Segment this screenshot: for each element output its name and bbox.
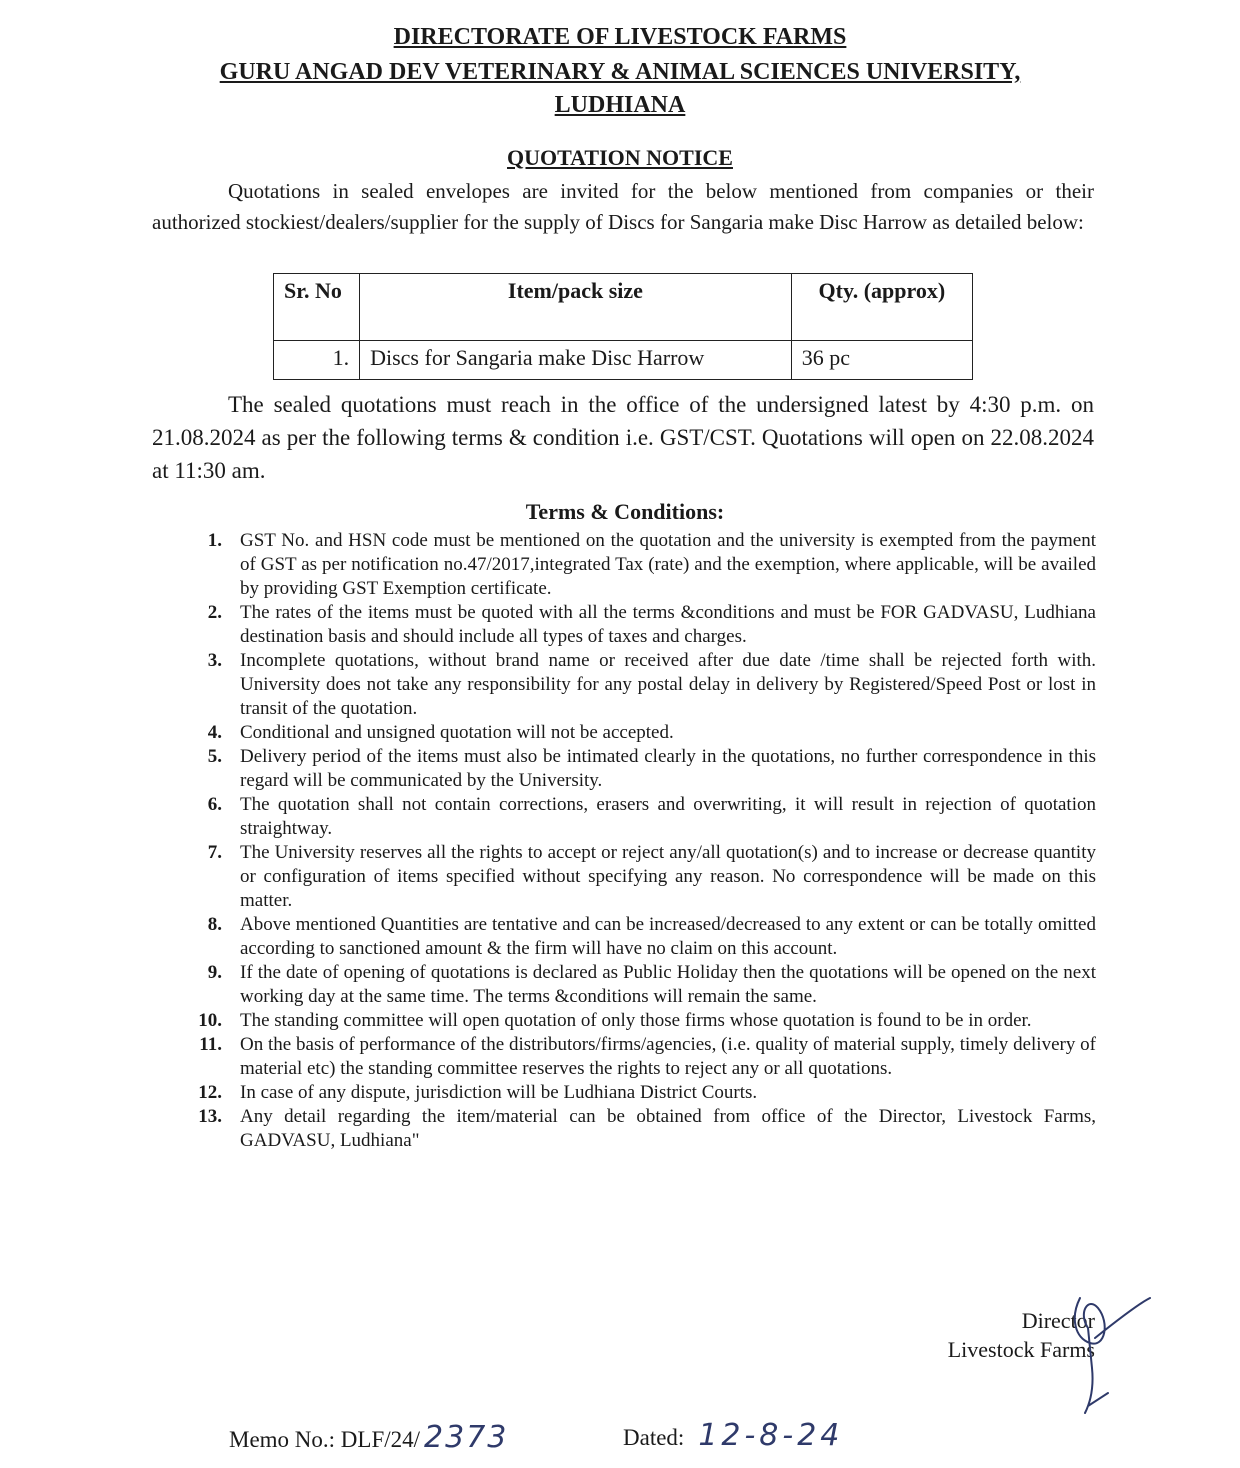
term-text: Conditional and unsigned quotation will not be accepted.	[240, 722, 674, 743]
header-item: Item/pack size	[360, 274, 792, 341]
term-text: The University reserves all the rights to accept or reject any/all quotation(s) and to increase or decrease quantity or configuration of items specified without specifying any reason. No correspondence will be made on this matter.	[240, 842, 1096, 911]
memo-number	[229, 1420, 508, 1455]
term-text: The rates of the items must be quoted with all the terms &conditions and must be FOR GADVASU, Ludhiana destination basis and should include all types of taxes and charges.	[240, 602, 1096, 647]
list-item	[190, 961, 1096, 1009]
term-number: 7.	[207, 842, 222, 863]
term-number: 5.	[207, 746, 222, 767]
term-number: 12.	[198, 1082, 222, 1103]
term-text: Delivery period of the items must also be intimated clearly in the quotations, no further correspondence in this regard will be communicated by the University.	[240, 746, 1096, 791]
term-text: GST No. and HSN code must be mentioned on the quotation and the university is exempted from the payment of GST as per notification no.47/2017,integrated Tax (rate) and the exemption, where applicable, will be availed by providing GST Exemption certificate.	[240, 530, 1096, 599]
term-number: 3.	[207, 650, 222, 671]
list-item	[190, 841, 1096, 913]
term-text: The quotation shall not contain corrections, erasers and overwriting, it will result in rejection of quotation straightway.	[240, 794, 1096, 839]
list-item	[190, 793, 1096, 841]
term-text: Above mentioned Quantities are tentative and can be increased/decreased to any extent or can be totally omitted according to sanctioned amount & the firm will have no claim on this account.	[240, 914, 1096, 959]
header-line-1: DIRECTORATE OF LIVESTOCK FARMS	[393, 24, 847, 50]
term-text: On the basis of performance of the distributors/firms/agencies, (i.e. quality of material supply, timely delivery of material etc) the standing committee reserves the rights to reject any or all quotations.	[240, 1034, 1096, 1079]
table-row	[274, 341, 973, 380]
list-item	[190, 1009, 1096, 1033]
cell-qty: 36 pc	[791, 341, 972, 380]
term-text: If the date of opening of quotations is declared as Public Holiday then the quotations will be opened on the next working day at the same time. The terms &conditions will remain the same.	[240, 962, 1096, 1007]
submission-paragraph: The sealed quotations must reach in the office of the undersigned latest by 4:30 p.m. on 21.08.2024 as per the following terms & condition i.e. GST/CST. Quotations will open on 22.08.2024 at 11:30 am.	[152, 392, 1094, 483]
list-item	[190, 1033, 1096, 1081]
memo-handwritten-number: 2373	[424, 1420, 509, 1455]
dated-handwritten-value: 12-8-24	[698, 1418, 844, 1453]
header-sr-no: Sr. No	[274, 274, 360, 341]
term-number: 1.	[207, 530, 222, 551]
term-number: 4.	[207, 722, 222, 743]
table-header-row	[274, 274, 973, 341]
list-item	[190, 529, 1096, 601]
terms-list	[190, 529, 1096, 1153]
terms-title: Terms & Conditions:	[525, 499, 725, 524]
list-item	[190, 601, 1096, 649]
term-number: 9.	[207, 962, 222, 983]
term-number: 10.	[198, 1010, 222, 1031]
signatory-title: Director	[1021, 1308, 1095, 1333]
term-number: 11.	[199, 1034, 222, 1055]
term-number: 8.	[207, 914, 222, 935]
list-item	[190, 913, 1096, 961]
list-item	[190, 1081, 1096, 1105]
list-item	[190, 1105, 1096, 1153]
header-line-3: LUDHIANA	[554, 92, 686, 118]
term-text: In case of any dispute, jurisdiction will be Ludhiana District Courts.	[240, 1082, 758, 1103]
cell-sr-no: 1.	[274, 341, 360, 380]
memo-date	[623, 1418, 843, 1453]
list-item	[190, 721, 1096, 745]
handwritten-signature	[1050, 1278, 1160, 1428]
header-qty: Qty. (approx)	[791, 274, 972, 341]
dated-label: Dated:	[623, 1425, 685, 1450]
intro-paragraph: Quotations in sealed envelopes are invited for the below mentioned from companies or their authorized stockiest/dealers/supplier for the supply of Discs for Sangaria make Disc Harrow as detailed below:	[152, 179, 1094, 234]
term-text: The standing committee will open quotation of only those firms whose quotation is found to be in order.	[240, 1010, 1032, 1031]
notice-title: QUOTATION NOTICE	[507, 145, 733, 170]
term-number: 13.	[198, 1106, 222, 1127]
memo-label: Memo No.: DLF/24/	[229, 1427, 421, 1452]
term-text: Any detail regarding the item/material can be obtained from office of the Director, Livestock Farms, GADVASU, Ludhiana"	[240, 1106, 1096, 1151]
list-item	[190, 745, 1096, 793]
term-number: 2.	[207, 602, 222, 623]
signatory-office: Livestock Farms	[947, 1337, 1095, 1362]
term-text: Incomplete quotations, without brand name or received after due date /time shall be rejected forth with. University does not take any responsibility for any postal delay in delivery by Registered/Speed Post or lost in transit of the quotation.	[240, 650, 1096, 719]
list-item	[190, 649, 1096, 721]
term-number: 6.	[207, 794, 222, 815]
header-line-2: GURU ANGAD DEV VETERINARY & ANIMAL SCIENCES UNIVERSITY,	[219, 59, 1021, 85]
cell-item: Discs for Sangaria make Disc Harrow	[360, 341, 792, 380]
items-table	[273, 273, 973, 380]
